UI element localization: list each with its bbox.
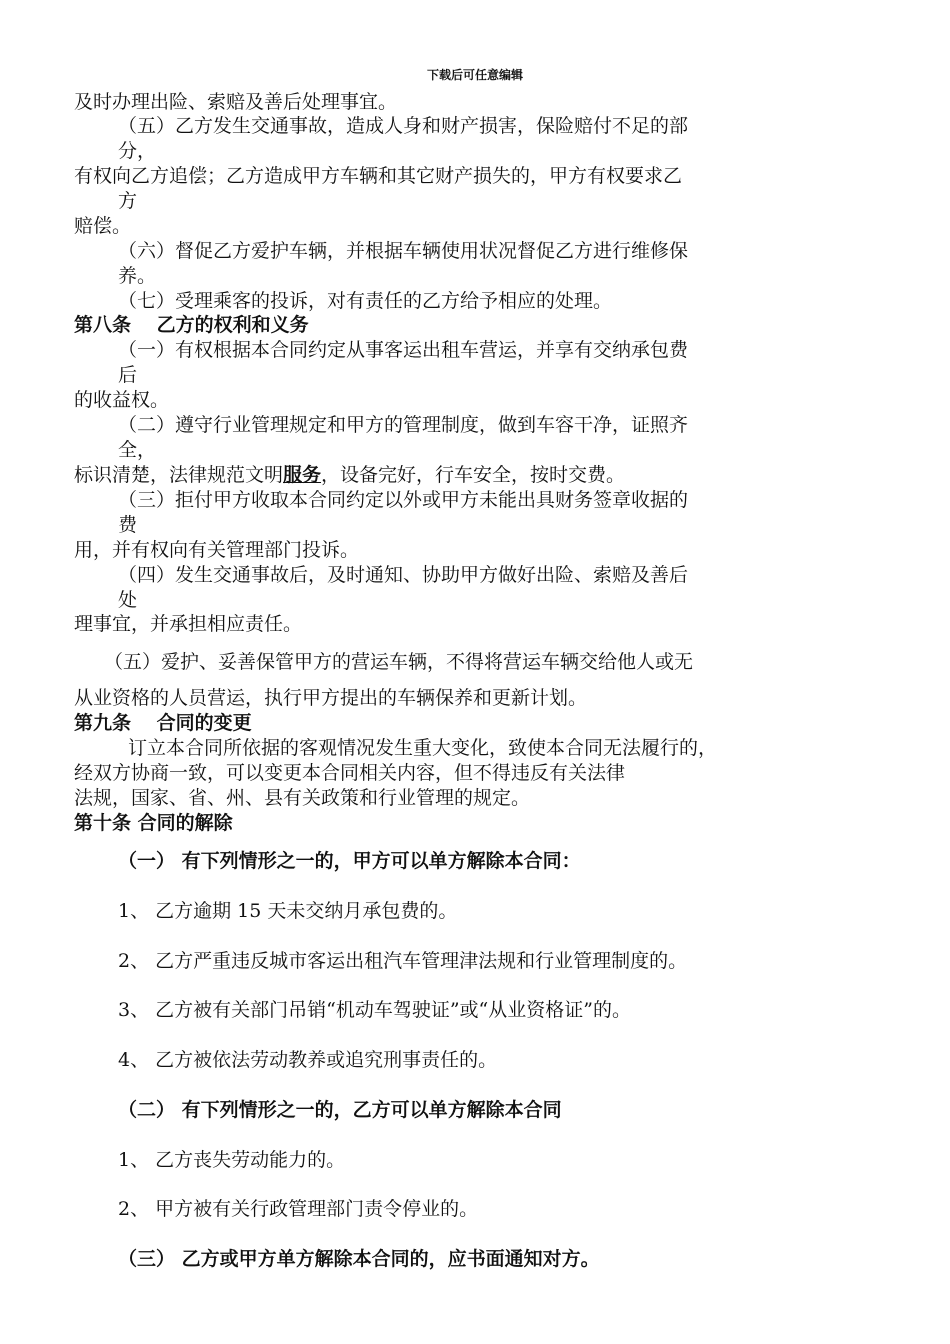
text-run: 标识清楚，法律规范文明 <box>74 464 284 486</box>
text-line: 全， <box>118 439 157 461</box>
text-line: 分， <box>118 140 157 162</box>
text-line: 的收益权。 <box>74 389 170 411</box>
text-line: 用，并有权向有关管理部门投诉。 <box>74 539 360 561</box>
text-line: 经双方协商一致，可以变更本合同相关内容，但不得违反有关法律 <box>74 762 626 784</box>
clause-heading: （一） 有下列情形之一的，甲方可以单方解除本合同： <box>118 850 581 872</box>
list-item: 2、 乙方严重违反城市客运出租汽车管理津法规和行业管理制度的。 <box>118 950 688 972</box>
text-line: （五）乙方发生交通事故，造成人身和财产损害，保险赔付不足的部 <box>118 115 689 137</box>
text-line: 法规，国家、省、州、县有关政策和行业管理的规定。 <box>74 787 531 809</box>
text-line <box>74 463 625 487</box>
text-line: 费 <box>118 514 138 536</box>
article-8-heading: 第八条 乙方的权利和义务 <box>74 314 309 336</box>
text-line: 后 <box>118 364 138 386</box>
text-line: 赔偿。 <box>74 215 132 237</box>
text-line: 方 <box>118 190 138 212</box>
text-line: 处 <box>118 589 138 611</box>
text-line: （二）遵守行业管理规定和甲方的管理制度，做到车容干净，证照齐 <box>118 414 689 436</box>
list-item: 3、 乙方被有关部门吊销“机动车驾驶证”或“从业资格证”的。 <box>118 999 631 1021</box>
list-item: 1、 乙方逾期 15 天未交纳月承包费的。 <box>118 900 458 922</box>
text-line: （四）发生交通事故后，及时通知、协助甲方做好出险、索赔及善后 <box>118 564 689 586</box>
clause-heading: （二） 有下列情形之一的，乙方可以单方解除本合同 <box>118 1099 562 1121</box>
service-link[interactable]: 服务 <box>283 464 322 486</box>
text-line: （一）有权根据本合同约定从事客运出租车营运，并享有交纳承包费 <box>118 339 689 361</box>
page-header-note: 下载后可任意编辑 <box>426 68 523 82</box>
list-item: 1、 乙方丧失劳动能力的。 <box>118 1149 346 1171</box>
text-line: （五）爱护、妥善保管甲方的营运车辆，不得将营运车辆交给他人或无 <box>104 651 694 673</box>
text-line: （六）督促乙方爱护车辆，并根据车辆使用状况督促乙方进行维修保 <box>118 240 689 262</box>
text-run: ，设备完好，行车安全，按时交费。 <box>321 464 626 486</box>
text-line: 从业资格的人员营运，执行甲方提出的车辆保养和更新计划。 <box>74 687 588 709</box>
list-item: 4、 乙方被依法劳动教养或追究刑事责任的。 <box>118 1049 498 1071</box>
text-line: 有权向乙方追偿；乙方造成甲方车辆和其它财产损失的，甲方有权要求乙 <box>74 165 683 187</box>
article-10-heading: 第十条 合同的解除 <box>74 812 233 834</box>
text-line: 理事宜，并承担相应责任。 <box>74 613 303 635</box>
text-line: （三）拒付甲方收取本合同约定以外或甲方未能出具财务签章收据的 <box>118 489 689 511</box>
text-line: （七）受理乘客的投诉，对有责任的乙方给予相应的处理。 <box>118 290 613 312</box>
text-line: 订立本合同所依据的客观情况发生重大变化，致使本合同无法履行的， <box>128 737 718 759</box>
text-line: 养。 <box>118 265 157 287</box>
article-9-heading: 第九条 合同的变更 <box>74 712 252 734</box>
list-item: 2、 甲方被有关行政管理部门责令停业的。 <box>118 1198 479 1220</box>
clause-heading: （三） 乙方或甲方单方解除本合同的，应书面通知对方。 <box>118 1248 600 1270</box>
text-line: 及时办理出险、索赔及善后处理事宜。 <box>74 91 398 113</box>
